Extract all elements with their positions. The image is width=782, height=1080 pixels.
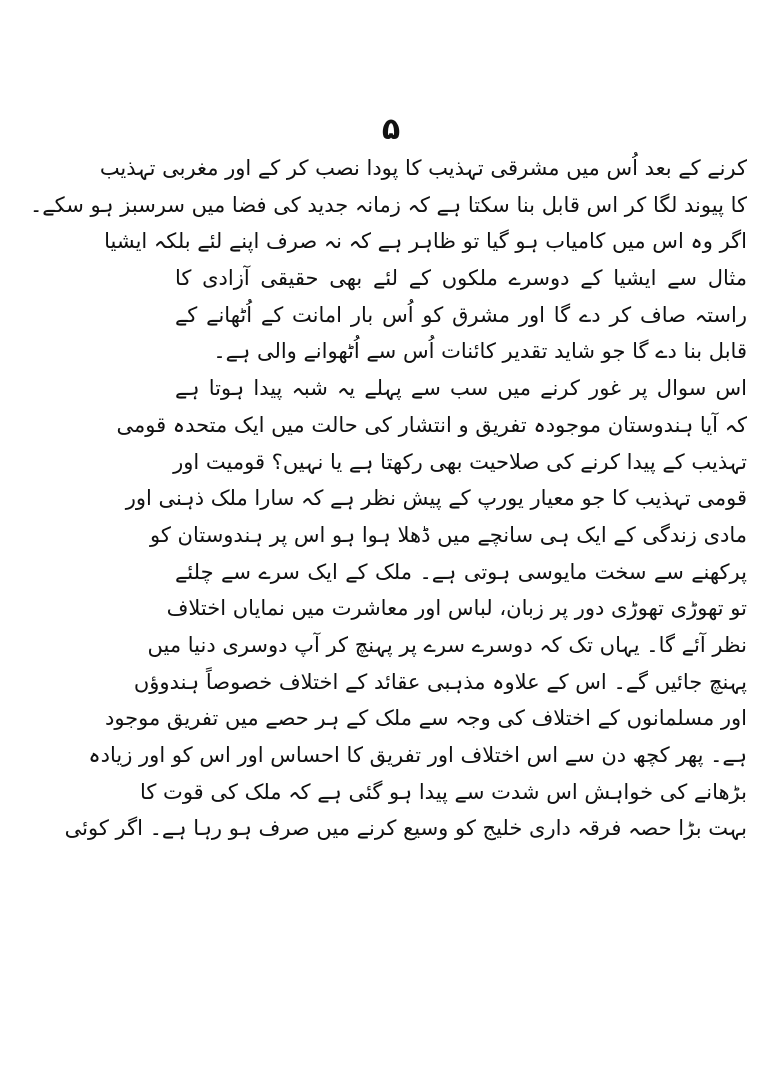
text-line: مادی زندگی کے ایک ہی سانچے میں ڈھلا ہوا ہو اس پر ہندوستان کو bbox=[150, 522, 747, 547]
text-line: راستہ صاف کر دے گا اور مشرق کو اُس بار امانت کے اُٹھانے کے bbox=[175, 302, 747, 327]
text-line: قومی تہذیب کا جو معیار یورپ کے پیش نظر ہے کہ سارا ملک ذہنی اور bbox=[125, 486, 747, 511]
text-line: بڑھانے کی خواہش اس شدت سے پیدا ہو گئی ہے کہ ملک کی قوت کا bbox=[139, 779, 747, 804]
text-line: تو تھوڑی تھوڑی دور پر زبان، لباس اور معاشرت میں نمایاں اختلاف bbox=[166, 596, 747, 621]
text-line: پہنچ جائیں گے۔ اس کے علاوہ مذہبی عقائد کے اختلاف خصوصاً ہندوؤں bbox=[133, 669, 747, 694]
text-line: ہے۔ پھر کچھ دن سے اس اختلاف اور تفریق کا احساس اور اس کو اور زیادہ bbox=[88, 743, 747, 767]
body-text bbox=[29, 150, 747, 847]
text-line: کہ آیا ہندوستان موجودہ تفریق و انتشار کی حالت میں ایک متحدہ قومی bbox=[116, 412, 747, 437]
text-line: نظر آئے گا۔ یہاں تک کہ دوسرے سرے پر پہنچ کر آپ دوسری دنیا میں bbox=[147, 632, 747, 657]
text-line: کرنے کے بعد اُس میں مشرقی تہذیب کا پودا نصب کر کے اور مغربی تہذیب bbox=[99, 156, 747, 180]
text-line: قابل بنا دے گا جو شاید تقدیر کائنات اُس سے اُٹھوانے والی ہے۔ bbox=[213, 339, 747, 364]
text-line: مثال سے ایشیا کے دوسرے ملکوں کے لئے بھی حقیقی آزادی کا bbox=[175, 266, 747, 291]
text-line: اس سوال پر غور کرنے میں سب سے پہلے یہ شبہ پیدا ہوتا ہے bbox=[175, 376, 747, 401]
text-line: بہت بڑا حصہ فرقہ داری خلیج کو وسیع کرنے میں صرف ہو رہا ہے۔ اگر کوئی bbox=[64, 816, 747, 841]
text-line: کا پیوند لگا کر اس قابل بنا سکتا ہے کہ زمانہ جدید کی فضا میں سرسبز ہو سکے۔ bbox=[29, 192, 747, 217]
text-line: اور مسلمانوں کے اختلاف کی وجہ سے ملک کے ہر حصے میں تفریق موجود bbox=[104, 706, 747, 731]
text-line: اگر وہ اس میں کامیاب ہو گیا تو ظاہر ہے کہ نہ صرف اپنے لئے بلکہ ایشیا bbox=[104, 229, 747, 254]
page-number: ۵ bbox=[381, 112, 401, 147]
text-line: پرکھنے سے سخت مایوسی ہوتی ہے۔ ملک کے ایک سرے سے چلئے bbox=[175, 559, 747, 584]
text-line: تہذیب کے پیدا کرنے کی صلاحیت بھی رکھتا ہے یا نہیں؟ قومیت اور bbox=[173, 449, 747, 474]
